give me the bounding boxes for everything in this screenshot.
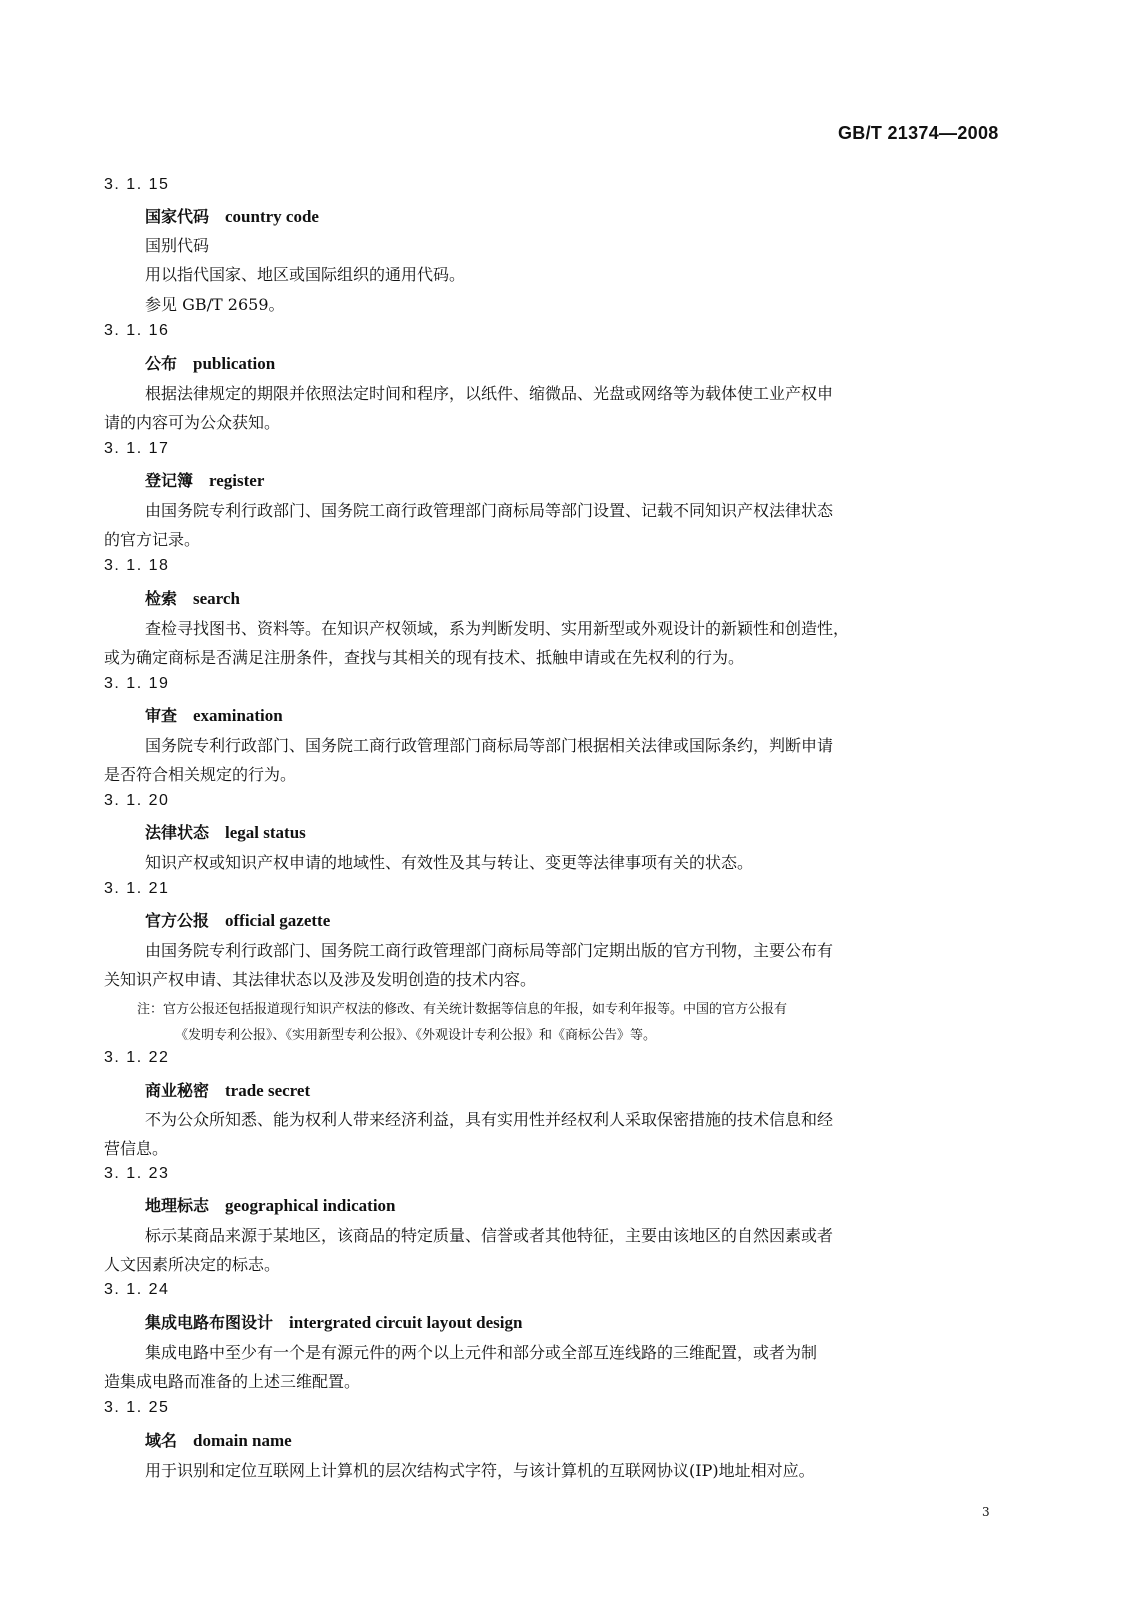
term-chinese: 公布 (145, 354, 178, 373)
clause-number: 3. 1. 15 (104, 176, 170, 193)
definition-line: 查检寻找图书、资料等。在知识产权领域，系为判断发明、实用新型或外观设计的新颖性和创造性， (145, 619, 850, 638)
term-chinese: 集成电路布图设计 (145, 1313, 274, 1332)
page-number: 3 (982, 1505, 990, 1519)
clause-number: 3. 1. 23 (104, 1165, 170, 1182)
standard-code-header: GB/T 21374—2008 (838, 123, 999, 143)
term-heading (145, 1428, 292, 1451)
term-heading (145, 820, 306, 843)
definition-line: 关知识产权申请、其法律状态以及涉及发明创造的技术内容。 (104, 970, 537, 989)
term-chinese: 法律状态 (145, 823, 210, 842)
definition-line: 用于识别和定位互联网上计算机的层次结构式字符，与该计算机的互联网协议(IP)地址相对应。 (145, 1461, 815, 1480)
term-english: official gazette (225, 911, 331, 930)
term-english: intergrated circuit layout design (289, 1313, 523, 1332)
term-chinese: 地理标志 (145, 1196, 210, 1215)
term-heading (145, 703, 283, 726)
term-chinese: 检索 (145, 589, 178, 608)
term-heading (145, 1078, 310, 1101)
term-english: examination (193, 706, 283, 725)
term-heading (145, 586, 240, 609)
clause-number: 3. 1. 22 (104, 1049, 170, 1066)
term-chinese: 商业秘密 (145, 1081, 210, 1100)
definition-line: 或为确定商标是否满足注册条件，查找与其相关的现有技术、抵触申请或在先权利的行为。 (104, 648, 745, 667)
definition-line: 集成电路中至少有一个是有源元件的两个以上元件和部分或全部互连线路的三维配置，或者为制 (145, 1343, 818, 1362)
clause-number: 3. 1. 19 (104, 675, 170, 692)
clause-number: 3. 1. 25 (104, 1399, 170, 1416)
definition-line: 由国务院专利行政部门、国务院工商行政管理部门商标局等部门定期出版的官方刊物，主要公布有 (145, 941, 834, 960)
definition-line: 请的内容可为公众获知。 (104, 413, 281, 432)
term-heading (145, 351, 275, 374)
clause-number: 3. 1. 16 (104, 322, 170, 339)
note-line: 注：官方公报还包括报道现行知识产权法的修改、有关统计数据等信息的年报，如专利年报等。中国的官方公报有 (137, 1002, 788, 1017)
definition-line: 用以指代国家、地区或国际组织的通用代码。 (145, 265, 466, 284)
clause-number: 3. 1. 20 (104, 792, 170, 809)
term-english: geographical indication (225, 1196, 396, 1215)
term-chinese: 域名 (145, 1431, 178, 1450)
term-chinese: 官方公报 (145, 911, 210, 930)
definition-line: 标示某商品来源于某地区，该商品的特定质量、信誉或者其他特征，主要由该地区的自然因素或者 (145, 1226, 834, 1245)
note-line: 《发明专利公报》、《实用新型专利公报》、《外观设计专利公报》和《商标公告》等。 (175, 1028, 657, 1043)
term-chinese: 登记簿 (145, 471, 194, 490)
term-english: trade secret (225, 1081, 311, 1100)
definition-line: 营信息。 (104, 1139, 169, 1158)
term-english: publication (193, 354, 276, 373)
definition-line: 造集成电路而准备的上述三维配置。 (104, 1372, 361, 1391)
definition-line: 人文因素所决定的标志。 (104, 1255, 281, 1274)
definition-line: 由国务院专利行政部门、国务院工商行政管理部门商标局等部门设置、记载不同知识产权法律状态 (145, 501, 834, 520)
term-english: register (209, 471, 265, 490)
term-heading (145, 908, 330, 931)
definition-line: 是否符合相关规定的行为。 (104, 765, 297, 784)
term-heading (145, 468, 264, 491)
definition-line: 国别代码 (145, 236, 210, 255)
clause-number: 3. 1. 17 (104, 440, 170, 457)
term-chinese: 国家代码 (145, 207, 210, 226)
clause-number: 3. 1. 18 (104, 557, 170, 574)
term-english: search (193, 589, 240, 608)
definition-line: 的官方记录。 (104, 530, 201, 549)
term-heading (145, 204, 319, 227)
definition-line: 根据法律规定的期限并依照法定时间和程序，以纸件、缩微品、光盘或网络等为载体使工业产权申 (145, 384, 834, 403)
term-heading (145, 1310, 522, 1333)
definition-line: 国务院专利行政部门、国务院工商行政管理部门商标局等部门根据相关法律或国际条约，判断申请 (145, 736, 834, 755)
definition-line: 知识产权或知识产权申请的地域性、有效性及其与转让、变更等法律事项有关的状态。 (145, 853, 754, 872)
clause-number: 3. 1. 24 (104, 1281, 170, 1298)
clause-number: 3. 1. 21 (104, 880, 170, 897)
definition-line: 参见 GB/T 2659。 (145, 295, 285, 314)
term-heading (145, 1193, 396, 1216)
definition-line: 不为公众所知悉、能为权利人带来经济利益，具有实用性并经权利人采取保密措施的技术信息和经 (145, 1110, 834, 1129)
term-english: country code (225, 207, 319, 226)
term-english: domain name (193, 1431, 292, 1450)
term-chinese: 审查 (145, 706, 178, 725)
term-english: legal status (225, 823, 306, 842)
